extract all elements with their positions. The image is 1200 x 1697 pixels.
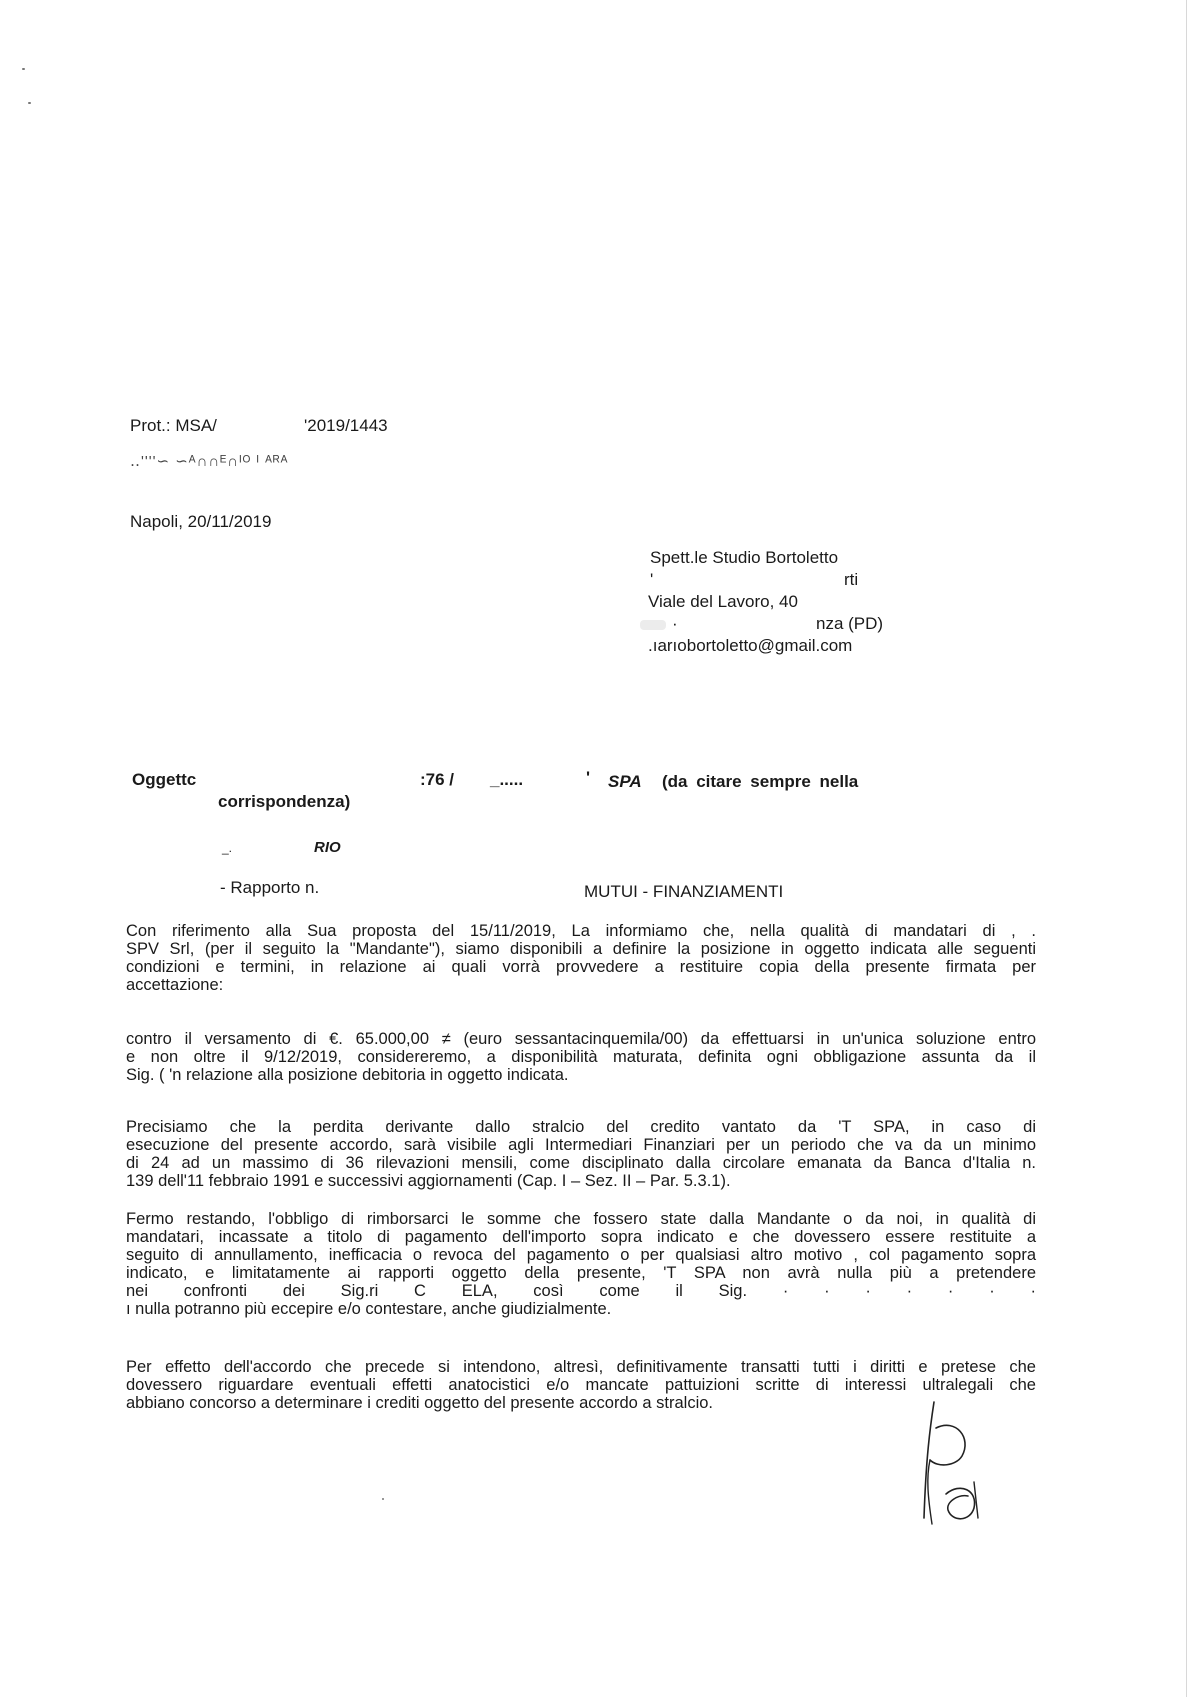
redacted-reference-line: ‥''''∽ ∽ᴬ∩∩ᴱ∩ᴵᴼ ᴵ ᴬᴿᴬ <box>130 453 289 470</box>
body-paragraph-reimbursement <box>126 1210 1036 1318</box>
recipient-line4-left: · <box>672 614 678 633</box>
body-paragraph-proposal <box>126 922 1036 994</box>
paragraph-line: seguito di annullamento, inefficacia o revoca del pagamento o per qualsiasi altro motivo , col pagamento sopra <box>126 1246 1036 1264</box>
body-paragraph-loss-visibility <box>126 1118 1036 1190</box>
body-paragraph-settlement <box>126 1358 1036 1412</box>
recipient-line2-right: rti <box>844 570 859 589</box>
subject-mark: ' <box>586 768 591 787</box>
paragraph-line: e non oltre il 9/12/2019, considereremo, a disponibilità maturata, definita ogni obbligazione assunta da il <box>126 1048 1036 1066</box>
protocol-label: Prot.: MSA/ <box>130 416 217 435</box>
protocol-number: '2019/1443 <box>304 416 388 435</box>
paragraph-line: nei confronti dei Sig.ri C ELA, così come il Sig. · · · · · · · <box>126 1282 1036 1300</box>
recipient-email: .ıarıobortoletto@gmail.com <box>648 636 853 655</box>
subject-citation-continued: corrispondenza) <box>218 792 351 811</box>
paragraph-line: 139 dell'11 febbraio 1991 e successivi aggiornamenti (Cap. I – Sez. II – Par. 5.3.1). <box>126 1172 731 1190</box>
paragraph-line: SPV Srl, (per il seguito la "Mandante"), siamo disponibili a definire la posizione in oggetto indicata alle seguenti <box>126 940 1036 958</box>
recipient-city: nza (PD) <box>816 614 884 633</box>
subject-name-partial: RIO <box>314 839 341 856</box>
paragraph-line: mandatari, incassate a titolo di pagamento dell'importo sopra indicato e che dovessero essere restituite a <box>126 1228 1036 1246</box>
scan-speck <box>22 68 25 70</box>
paragraph-line: abbiano concorso a determinare i crediti oggetto del presente accordo a stralcio. <box>126 1394 714 1412</box>
scan-edge-line <box>1186 0 1187 1697</box>
faded-stamp-mark <box>640 620 666 630</box>
recipient-street: Viale del Lavoro, 40 <box>648 592 798 611</box>
paragraph-line: esecuzione del presente accordo, sarà visibile agli Intermediari Finanziari per un periodo che va da un minimo <box>126 1136 1036 1154</box>
paragraph-line: Fermo restando, l'obbligo di rimborsarci le somme che fossero state dalla Mandante o da noi, in qualità di <box>126 1210 1036 1228</box>
paragraph-line: di 24 ad un massimo di 36 rilevazioni mensili, come disciplinato dalla circolare emanata da Banca d'Italia n. <box>126 1154 1036 1172</box>
subject-company: SPA <box>608 772 642 791</box>
rapporto-label: - Rapporto n. <box>220 878 320 897</box>
paragraph-line: ı nulla potranno più eccepire e/o contestare, anche giudizialmente. <box>126 1300 612 1318</box>
scan-speck <box>382 1498 384 1500</box>
subject-label: Oggettc <box>132 770 197 789</box>
recipient-name: Spett.le Studio Bortoletto <box>650 548 839 567</box>
paragraph-line: Con riferimento alla Sua proposta del 15/11/2019, La informiamo che, nella qualità di mandatari di , . <box>126 922 1036 940</box>
scan-speck <box>28 102 31 104</box>
subject-citation-note: (da citare sempre nella <box>662 772 859 791</box>
paragraph-line: accettazione: <box>126 976 224 994</box>
subject-name-dash: _. <box>222 841 233 855</box>
recipient-line2-left: ' <box>650 570 654 589</box>
paragraph-line: contro il versamento di €. 65.000,00 ≠ (euro sessantacinquemila/00) da effettuarsi in un'unica soluzione entro <box>126 1030 1036 1048</box>
paragraph-line: Sig. ( 'n relazione alla posizione debitoria in oggetto indicata. <box>126 1066 569 1084</box>
handwritten-signature <box>916 1398 986 1528</box>
paragraph-line: condizioni e termini, in relazione ai quali vorrà provvedere a restituire copia della presente firmata per <box>126 958 1036 976</box>
subject-reference: :76 / <box>420 770 455 789</box>
paragraph-line: indicato, e limitatamente ai rapporti oggetto della presente, 'T SPA non avrà nulla più a pretendere <box>126 1264 1036 1282</box>
paragraph-line: Precisiamo che la perdita derivante dallo stralcio del credito vantato da 'T SPA, in caso di <box>126 1118 1036 1136</box>
paragraph-line: Per effetto dell'accordo che precede si intendono, altresì, definitivamente transatti tutti i diritti e pretese che <box>126 1358 1036 1376</box>
rapporto-type: MUTUI - FINANZIAMENTI <box>584 882 784 901</box>
paragraph-line: dovessero riguardare eventuali effetti anatocistici e/o mancate pattuizioni scritte di interessi ultralegali che <box>126 1376 1036 1394</box>
body-paragraph-payment <box>126 1030 1036 1084</box>
place-and-date: Napoli, 20/11/2019 <box>130 512 272 531</box>
subject-redaction-dashes: _..... <box>490 770 524 789</box>
